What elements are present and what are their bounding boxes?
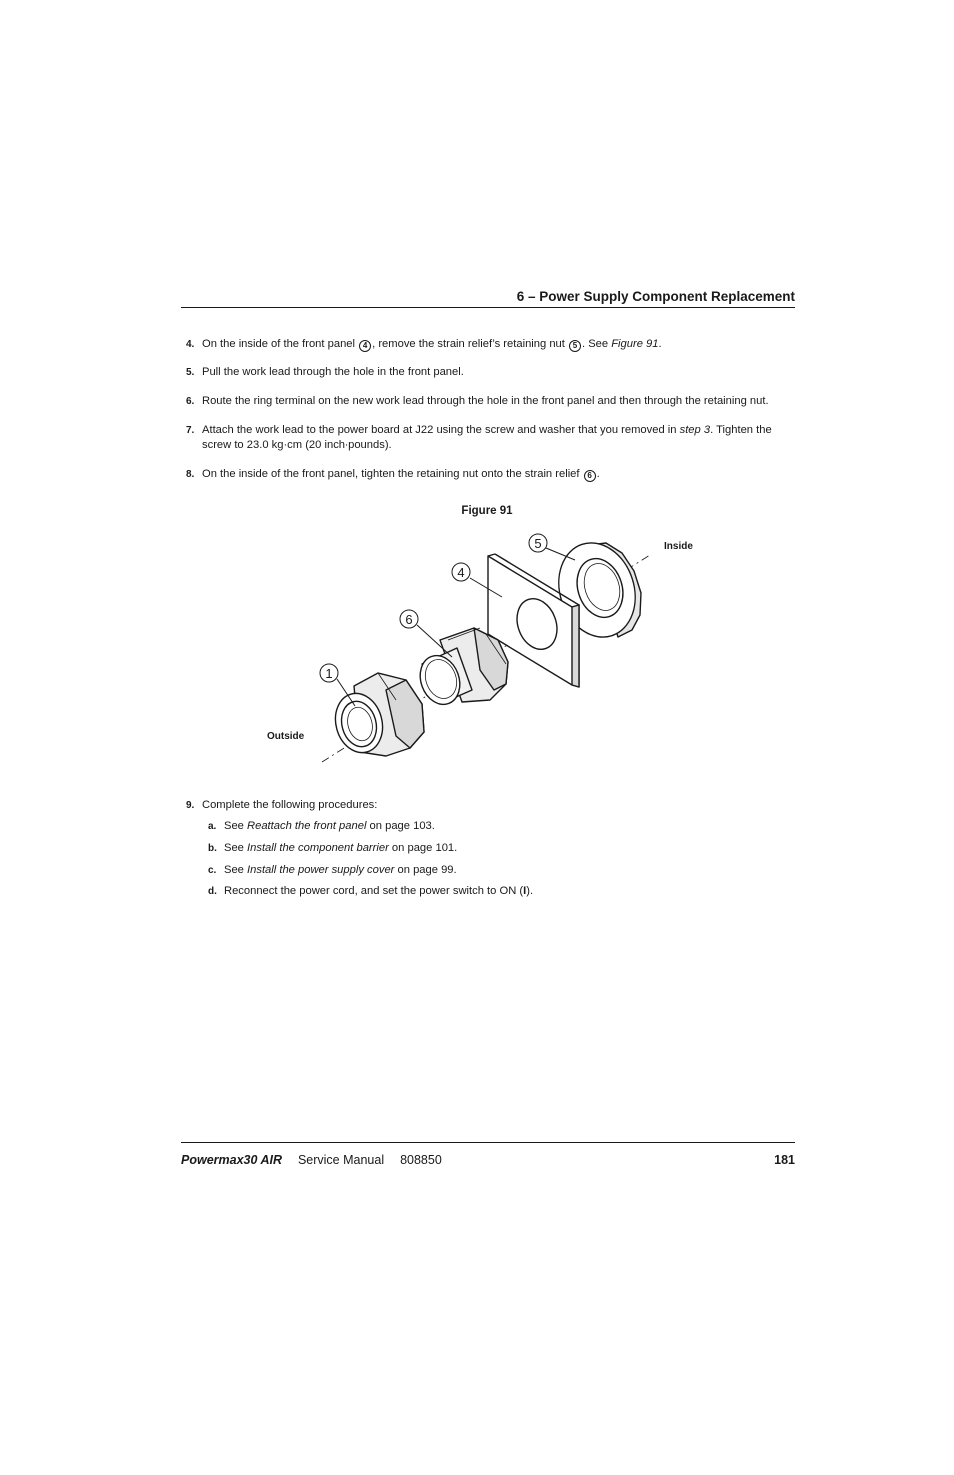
outer-nut-part <box>329 673 424 758</box>
product-name: Powermax30 AIR <box>181 1153 282 1167</box>
step-text: Attach the work lead to the power board at J22 using the screw and washer that you removed in step 3. Tighten the screw to 23.0 kg·cm (20 inch∙pounds). <box>202 424 772 451</box>
substep-text: See Install the power supply cover on page 99. <box>224 864 457 876</box>
callout-6-ref: 6 <box>584 470 596 482</box>
figure-caption: Figure 91 <box>461 505 513 517</box>
callout-4-ref: 4 <box>359 340 371 352</box>
step-number: 5. <box>186 367 195 378</box>
callout-4-label: 4 <box>457 565 465 580</box>
step-link[interactable]: step 3 <box>679 424 711 436</box>
step-text: On the inside of the front panel, tighten the retaining nut onto the strain relief 6 . <box>202 468 600 480</box>
substep-letter: a. <box>208 821 217 832</box>
step-number: 9. <box>186 800 195 811</box>
substep-letter: d. <box>208 886 217 897</box>
step-text: Pull the work lead through the hole in the front panel. <box>202 366 464 378</box>
substep-text: Reconnect the power cord, and set the power switch to ON (I). <box>224 885 534 897</box>
substep-text: See Reattach the front panel on page 103. <box>224 820 435 832</box>
step-text: Route the ring terminal on the new work lead through the hole in the front panel and then through the retaining nut. <box>202 395 769 407</box>
step-text: On the inside of the front panel 4 , remove the strain relief’s retaining nut 5 . See Figure 91. <box>202 338 662 350</box>
callout-5-label: 5 <box>534 536 542 551</box>
section-title: 6 – Power Supply Component Replacement <box>516 289 795 304</box>
step-number: 7. <box>186 425 195 436</box>
substep-text: See Install the component barrier on page 101. <box>224 842 458 854</box>
footer-rule <box>181 1142 795 1143</box>
callout-6-label: 6 <box>405 612 413 627</box>
page-number: 181 <box>774 1153 795 1167</box>
step-number: 8. <box>186 469 195 480</box>
header-rule <box>181 307 795 308</box>
procedure-link[interactable]: Install the power supply cover <box>247 864 395 876</box>
part-number: 808850 <box>400 1153 442 1167</box>
step-number: 6. <box>186 396 195 407</box>
step-number: 4. <box>186 339 195 350</box>
inside-label: Inside <box>664 541 693 552</box>
figure-link[interactable]: Figure 91 <box>611 338 659 350</box>
callout-5-ref: 5 <box>569 340 581 352</box>
power-on-symbol: I <box>523 885 527 897</box>
procedure-link[interactable]: Reattach the front panel <box>247 820 367 832</box>
manual-type: Service Manual <box>297 1153 385 1167</box>
strain-relief-exploded-diagram <box>250 525 710 770</box>
substep-letter: c. <box>208 865 217 876</box>
strain-relief-part <box>414 628 508 710</box>
procedure-link[interactable]: Install the component barrier <box>247 842 389 854</box>
step-text: Complete the following procedures: <box>202 799 378 811</box>
outside-label: Outside <box>267 731 305 742</box>
footer-product <box>181 1153 442 1167</box>
callout-1-label: 1 <box>325 666 333 681</box>
substep-letter: b. <box>208 843 217 854</box>
